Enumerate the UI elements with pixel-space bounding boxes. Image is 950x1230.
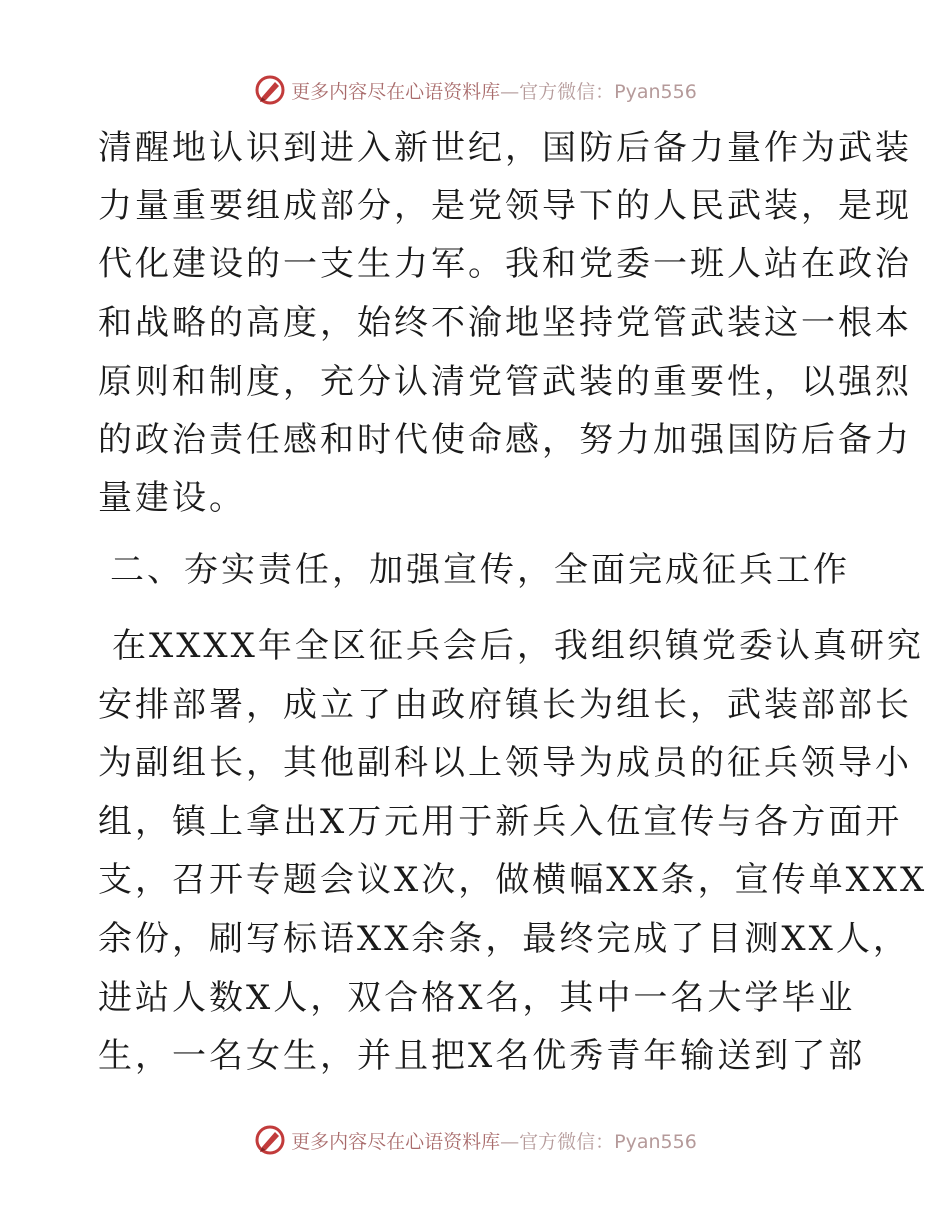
text-line: 生，一名女生，并且把X名优秀青年输送到了部 xyxy=(98,1036,866,1076)
text-line: 和战略的高度，始终不渝地坚持党管武装这一根本 xyxy=(98,303,912,343)
section-heading: 二、夯实责任，加强宣传，全面完成征兵工作 xyxy=(110,550,850,590)
watermark-dash: — xyxy=(500,80,520,103)
watermark-brand: 更多内容尽在心语资料库 xyxy=(291,80,501,103)
text-line: 量建设。 xyxy=(98,478,246,518)
text-line: 清醒地认识到进入新世纪，国防后备力量作为武装 xyxy=(98,128,912,168)
watermark-text xyxy=(291,77,697,104)
pen-logo-icon xyxy=(253,73,287,107)
watermark-wechat: 官方微信：Pyan556 xyxy=(519,80,697,103)
text-line: 余份，刷写标语XX余条，最终完成了目测XX人， xyxy=(98,919,910,959)
watermark-footer xyxy=(0,1120,950,1160)
watermark-text xyxy=(291,1127,697,1154)
text-line: 在XXXX年全区征兵会后，我组织镇党委认真研究 xyxy=(112,626,924,666)
text-line: 为副组长，其他副科以上领导为成员的征兵领导小 xyxy=(98,743,912,783)
text-line: 的政治责任感和时代使命感，努力加强国防后备力 xyxy=(98,420,912,460)
pen-logo-icon xyxy=(253,1123,287,1157)
watermark-header xyxy=(0,70,950,110)
text-line: 力量重要组成部分，是党领导下的人民武装，是现 xyxy=(98,186,912,226)
watermark-dash: — xyxy=(500,1130,520,1153)
text-line: 支，召开专题会议X次，做横幅XX条，宣传单XXX xyxy=(98,860,928,900)
watermark-wechat: 官方微信：Pyan556 xyxy=(519,1130,697,1153)
text-line: 进站人数X人，双合格X名，其中一名大学毕业 xyxy=(98,978,856,1018)
text-line: 原则和制度，充分认清党管武装的重要性，以强烈 xyxy=(98,362,912,402)
text-line: 组，镇上拿出X万元用于新兵入伍宣传与各方面开 xyxy=(98,802,903,842)
text-line: 安排部署，成立了由政府镇长为组长，武装部部长 xyxy=(98,685,912,725)
text-line: 代化建设的一支生力军。我和党委一班人站在政治 xyxy=(98,244,912,284)
watermark-brand: 更多内容尽在心语资料库 xyxy=(291,1130,501,1153)
